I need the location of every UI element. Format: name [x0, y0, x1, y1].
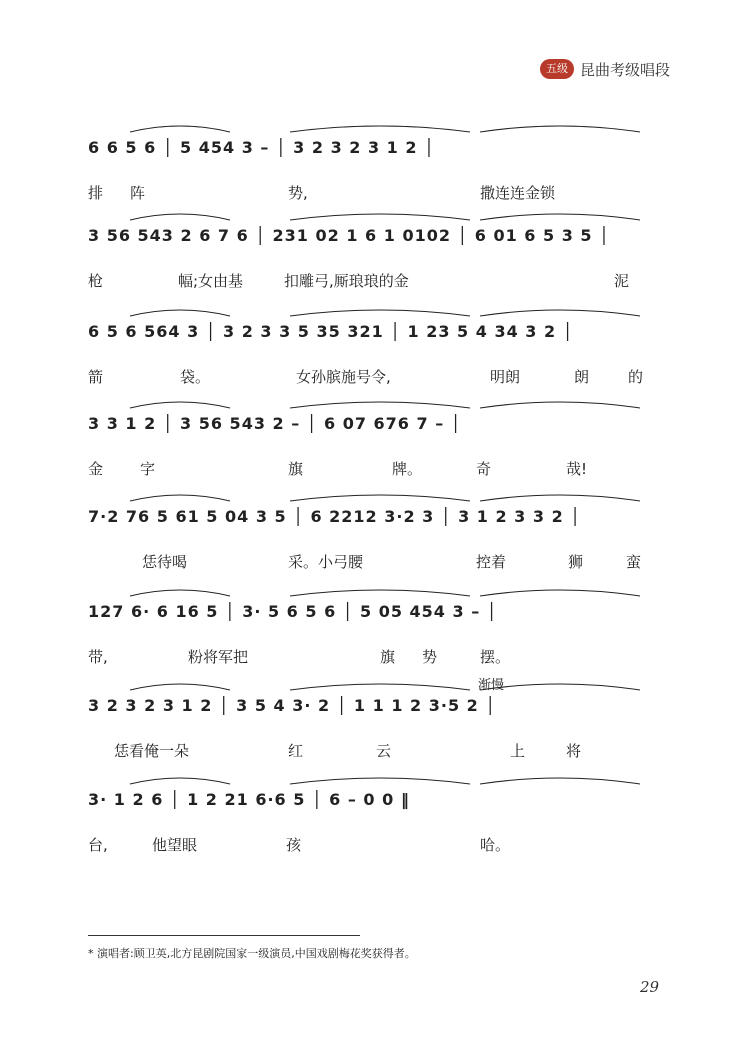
- notes-line: 7·2 76 5 61 5 04 3 5 │ 6 2212 3·2 3 │ 3 1 2 3 3 2 │: [88, 507, 581, 526]
- lyric: 蛮: [626, 553, 642, 571]
- lyric: 旗: [380, 648, 396, 666]
- lyric: 恁待喝: [142, 553, 188, 571]
- lyric: 女孙膑施号令,: [296, 368, 391, 386]
- score-system: [0, 694, 750, 784]
- lyric: 带,: [88, 648, 108, 666]
- level-badge: 五级: [540, 59, 574, 79]
- lyric: 袋。: [180, 368, 211, 386]
- lyric: 他望眼: [152, 836, 198, 854]
- score-system: [0, 600, 750, 690]
- tempo-marking: 渐慢: [478, 678, 505, 693]
- lyric: 采。小弓腰: [288, 553, 364, 571]
- lyric: 幅;女由基: [178, 272, 244, 290]
- slur-marks: [0, 788, 750, 828]
- lyric: 哈。: [480, 836, 511, 854]
- footnote-rule: [88, 935, 360, 936]
- lyric: 明朗: [490, 368, 521, 386]
- lyric: 排: [88, 184, 104, 202]
- page-number: 29: [640, 978, 660, 996]
- lyric: 的: [628, 368, 644, 386]
- lyric: 云: [376, 742, 392, 760]
- slur-marks: [0, 224, 750, 264]
- lyric: 撒连连金锁: [480, 184, 556, 202]
- lyric: 哉!: [566, 460, 588, 478]
- slur-marks: [0, 136, 750, 176]
- lyric: 狮: [568, 553, 584, 571]
- footnote: * 演唱者:顾卫英,北方昆剧院国家一级演员,中国戏剧梅花奖获得者。: [88, 947, 416, 960]
- lyric: 粉将军把: [188, 648, 249, 666]
- notes-line: 3 56 543 2 6 7 6 │ 231 02 1 6 1 0102 │ 6 01 6 5 3 5 │: [88, 226, 610, 245]
- lyric: 朗: [574, 368, 590, 386]
- lyric: 泥: [614, 272, 630, 290]
- lyric: 台,: [88, 836, 108, 854]
- lyric: 控着: [476, 553, 507, 571]
- lyric: 恁看俺一朵: [114, 742, 190, 760]
- notes-line: 127 6· 6 16 5 │ 3· 5 6 5 6 │ 5 05 454 3 – │: [88, 602, 498, 621]
- lyric: 箭: [88, 368, 104, 386]
- slur-marks: [0, 505, 750, 545]
- lyric: 阵: [130, 184, 146, 202]
- score-system: [0, 224, 750, 314]
- lyric: 枪: [88, 272, 104, 290]
- lyric: 势,: [288, 184, 308, 202]
- slur-marks: [0, 600, 750, 640]
- lyric: 金: [88, 460, 104, 478]
- lyric: 红: [288, 742, 304, 760]
- score-system: [0, 136, 750, 226]
- notes-line: 6 5 6 564 3 │ 3 2 3 3 5 35 321 │ 1 23 5 4 34 3 2 │: [88, 322, 574, 341]
- notes-line: 3· 1 2 6 │ 1 2 21 6·6 5 │ 6 – 0 0 ‖: [88, 790, 410, 809]
- running-header: [540, 58, 670, 80]
- lyric: 孩: [286, 836, 302, 854]
- lyric: 旗: [288, 460, 304, 478]
- lyric: 牌。: [392, 460, 423, 478]
- lyric: 奇: [476, 460, 492, 478]
- notes-line: 6 6 5 6 │ 5 454 3 – │ 3 2 3 2 3 1 2 │: [88, 138, 435, 157]
- notes-line: 3 2 3 2 3 1 2 │ 3 5 4 3· 2 │ 1 1 1 2 3·5 2 │: [88, 696, 496, 715]
- score-system: [0, 412, 750, 502]
- lyric: 将: [566, 742, 582, 760]
- slur-marks: [0, 694, 750, 734]
- notes-line: 3 3 1 2 │ 3 56 543 2 – │ 6 07 676 7 – │: [88, 414, 462, 433]
- lyric: 字: [140, 460, 156, 478]
- score-system: [0, 788, 750, 878]
- slur-marks: [0, 412, 750, 452]
- score-system: [0, 320, 750, 410]
- lyric: 扣雕弓,厮琅琅的金: [284, 272, 409, 290]
- lyric: 上: [510, 742, 526, 760]
- slur-marks: [0, 320, 750, 360]
- score-system: [0, 505, 750, 595]
- lyric: 摆。: [480, 648, 511, 666]
- lyric: 势: [422, 648, 438, 666]
- header-title: 昆曲考级唱段: [580, 60, 671, 79]
